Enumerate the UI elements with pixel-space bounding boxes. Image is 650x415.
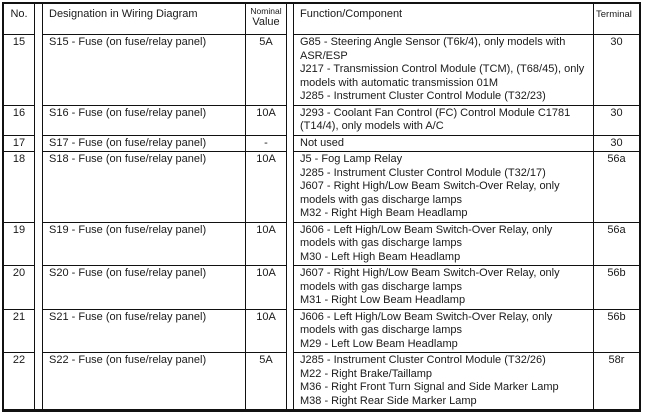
table-row bbox=[4, 136, 639, 153]
spacer-column bbox=[287, 353, 294, 409]
function-entry: J606 - Left High/Low Beam Switch-Over Relay, only models with gas discharge lamps bbox=[300, 223, 553, 249]
cell-fuse-number: 21 bbox=[4, 310, 35, 354]
cell-fuse-number: 16 bbox=[4, 106, 35, 136]
spacer-column bbox=[287, 310, 294, 354]
spacer-column bbox=[35, 223, 43, 267]
cell-nominal-value: 10A bbox=[246, 106, 287, 136]
spacer-column bbox=[287, 4, 294, 35]
spacer-column bbox=[35, 136, 43, 153]
cell-function-component bbox=[294, 152, 594, 223]
function-entry: J607 - Right High/Low Beam Switch-Over Relay, only models with gas discharge lamps bbox=[300, 180, 560, 206]
cell-nominal-value: 5A bbox=[246, 353, 287, 409]
cell-nominal-value: - bbox=[246, 136, 287, 153]
function-entry: M36 - Right Front Turn Signal and Side Marker Lamp bbox=[300, 381, 559, 393]
spacer-column bbox=[35, 266, 43, 310]
cell-designation: S18 - Fuse (on fuse/relay panel) bbox=[43, 152, 246, 223]
cell-designation: S19 - Fuse (on fuse/relay panel) bbox=[43, 223, 246, 267]
spacer-column bbox=[35, 310, 43, 354]
cell-function-component bbox=[294, 353, 594, 409]
spacer-column bbox=[287, 266, 294, 310]
function-entry: J285 - Instrument Cluster Control Module (T32/23) bbox=[300, 90, 546, 102]
cell-terminal: 56b bbox=[594, 310, 639, 354]
spacer-column bbox=[287, 223, 294, 267]
cell-designation: S15 - Fuse (on fuse/relay panel) bbox=[43, 35, 246, 106]
cell-function-component bbox=[294, 310, 594, 354]
spacer-column bbox=[35, 353, 43, 409]
function-entry: J217 - Transmission Control Module (TCM), (T68/45), only models with automatic transmission 01M bbox=[300, 63, 585, 89]
header-nominal-line1: Nominal bbox=[250, 6, 282, 16]
function-entry: M30 - Left High Beam Headlamp bbox=[300, 250, 461, 263]
cell-designation: S17 - Fuse (on fuse/relay panel) bbox=[43, 136, 246, 153]
table-row bbox=[4, 353, 639, 409]
cell-terminal: 30 bbox=[594, 35, 639, 106]
spacer-column bbox=[35, 106, 43, 136]
spacer-column bbox=[35, 152, 43, 223]
cell-nominal-value: 10A bbox=[246, 152, 287, 223]
spacer-column bbox=[287, 106, 294, 136]
table-row bbox=[4, 310, 639, 354]
cell-designation: S21 - Fuse (on fuse/relay panel) bbox=[43, 310, 246, 354]
cell-terminal: 56a bbox=[594, 152, 639, 223]
spacer-column bbox=[35, 35, 43, 106]
cell-nominal-value: 10A bbox=[246, 223, 287, 267]
table-header-row bbox=[4, 4, 639, 35]
cell-terminal: 56b bbox=[594, 266, 639, 310]
function-entry: M22 - Right Brake/Taillamp bbox=[300, 367, 433, 380]
cell-terminal: 58r bbox=[608, 354, 625, 366]
cell-fuse-number: 15 bbox=[4, 35, 35, 106]
function-entry: J607 - Right High/Low Beam Switch-Over Relay, only models with gas discharge lamps bbox=[300, 267, 560, 293]
cell-terminal: 30 bbox=[594, 106, 639, 136]
cell-fuse-number: 17 bbox=[4, 136, 35, 153]
header-designation: Designation in Wiring Diagram bbox=[43, 4, 246, 35]
cell-fuse-number: 20 bbox=[4, 266, 35, 310]
table-row bbox=[4, 106, 639, 136]
cell-fuse-number: 18 bbox=[4, 152, 35, 223]
spacer-column bbox=[287, 152, 294, 223]
header-terminal: Terminal bbox=[594, 4, 639, 35]
cell-function-component bbox=[294, 223, 594, 267]
cell-terminal: 56a bbox=[594, 223, 639, 267]
function-entry: Not used bbox=[300, 136, 345, 149]
function-entry: J293 - Coolant Fan Control (FC) Control Module C1781 (T14/4), only models with A/C bbox=[300, 106, 571, 132]
cell-nominal-value: 10A bbox=[246, 266, 287, 310]
table-row bbox=[4, 223, 639, 267]
cell-designation: S22 - Fuse (on fuse/relay panel) bbox=[43, 353, 246, 409]
table-row bbox=[4, 152, 639, 223]
header-nominal-value bbox=[246, 4, 287, 35]
function-entry: M38 - Right Rear Side Marker Lamp bbox=[300, 394, 477, 407]
spacer-column bbox=[287, 136, 294, 153]
function-entry: G85 - Steering Angle Sensor (T6k/4), only models with ASR/ESP bbox=[300, 36, 566, 62]
cell-function-component bbox=[294, 35, 594, 106]
cell-nominal-value: 5A bbox=[246, 35, 287, 106]
header-no: No. bbox=[4, 4, 35, 35]
fuse-relay-table bbox=[2, 2, 641, 412]
cell-fuse-number: 19 bbox=[4, 223, 35, 267]
cell-designation: S16 - Fuse (on fuse/relay panel) bbox=[43, 106, 246, 136]
cell-nominal-value: 10A bbox=[246, 310, 287, 354]
header-nominal-line2: Value bbox=[252, 16, 280, 28]
cell-function-component bbox=[294, 266, 594, 310]
function-entry: M32 - Right High Beam Headlamp bbox=[300, 207, 468, 219]
table-row bbox=[4, 35, 639, 106]
header-function: Function/Component bbox=[294, 4, 594, 35]
cell-designation: S20 - Fuse (on fuse/relay panel) bbox=[43, 266, 246, 310]
spacer-column bbox=[35, 4, 43, 35]
function-entry: M31 - Right Low Beam Headlamp bbox=[300, 294, 466, 306]
function-entry: J285 - Instrument Cluster Control Module (T32/17) bbox=[300, 166, 546, 179]
cell-fuse-number: 22 bbox=[4, 353, 35, 409]
function-entry: M29 - Left Low Beam Headlamp bbox=[300, 337, 458, 350]
function-entry: J285 - Instrument Cluster Control Module (T32/26) bbox=[300, 354, 546, 366]
table-row bbox=[4, 266, 639, 310]
cell-function-component bbox=[294, 106, 594, 136]
cell-terminal: 30 bbox=[594, 136, 639, 153]
function-entry: J606 - Left High/Low Beam Switch-Over Relay, only models with gas discharge lamps bbox=[300, 310, 553, 336]
function-entry: J5 - Fog Lamp Relay bbox=[300, 153, 403, 165]
cell-function-component bbox=[294, 136, 594, 153]
spacer-column bbox=[287, 35, 294, 106]
